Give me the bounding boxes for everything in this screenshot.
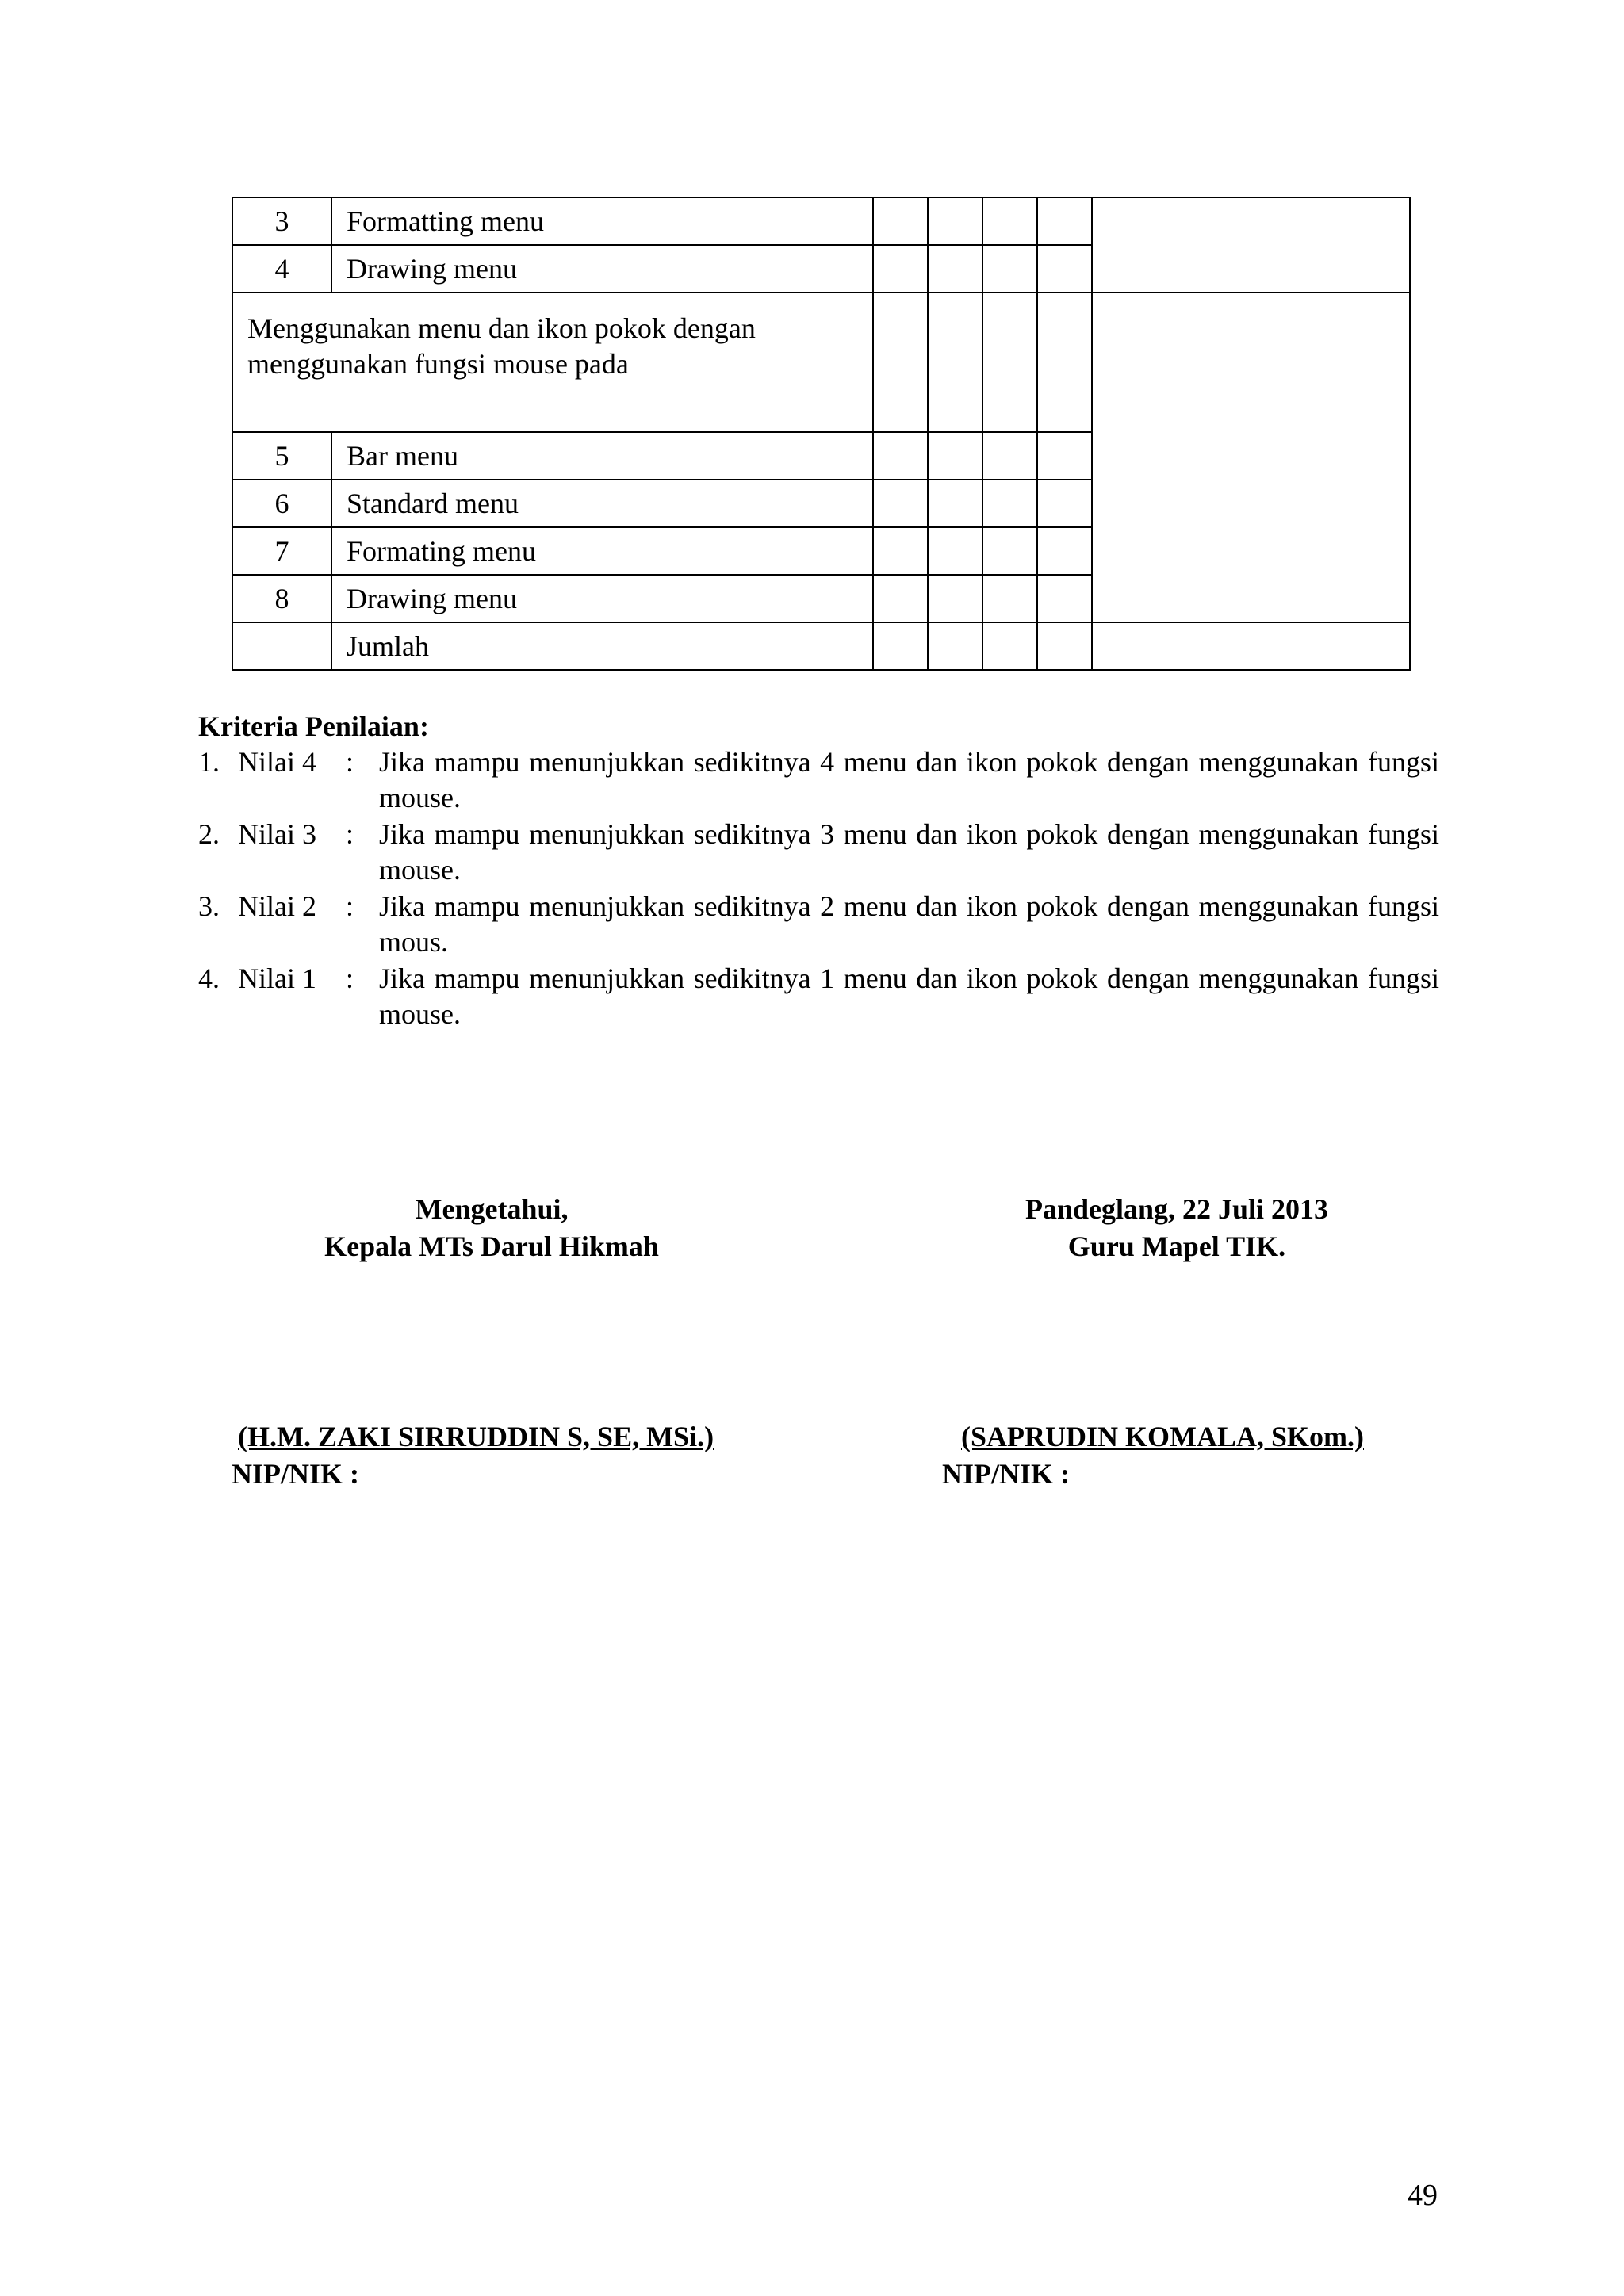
remarks-cell: [1092, 197, 1410, 293]
score-cell: [1037, 245, 1092, 293]
criteria-description: Jika mampu menunjukkan sedikitnya 1 menu dan ikon pokok dengan menggunakan fungsi mouse.: [379, 962, 1439, 1030]
criteria-separator: :: [346, 890, 354, 922]
score-cell: [873, 432, 928, 480]
score-cell: [1037, 432, 1092, 480]
criteria-number: 1.: [198, 746, 220, 778]
table-total-row: [232, 622, 1410, 670]
remarks-cell: [1092, 293, 1410, 622]
criteria-separator: :: [346, 746, 354, 778]
score-cell: [873, 480, 928, 527]
criteria-number: 2.: [198, 818, 220, 850]
score-cell: [1037, 197, 1092, 245]
remarks-cell: [1092, 622, 1410, 670]
score-cell: [982, 622, 1037, 670]
acknowledgement-label: Mengetahui,: [415, 1193, 569, 1225]
row-number: 4: [232, 245, 331, 293]
score-cell: [928, 245, 982, 293]
score-cell: [873, 622, 928, 670]
row-label: Formating menu: [331, 527, 873, 575]
score-cell: [982, 245, 1037, 293]
criteria-title: Kriteria Penilaian:: [198, 710, 429, 742]
row-number: 5: [232, 432, 331, 480]
criteria-item: [198, 817, 1439, 889]
assessment-table: [232, 197, 1411, 671]
criteria-grade: Nilai 4: [238, 746, 316, 778]
criteria-description: Jika mampu menunjukkan sedikitnya 3 menu dan ikon pokok dengan menggunakan fungsi mouse.: [379, 818, 1439, 886]
score-cell: [1037, 575, 1092, 622]
score-cell: [928, 575, 982, 622]
score-cell: [1037, 480, 1092, 527]
criteria-grade: Nilai 1: [238, 962, 316, 994]
score-cell: [928, 197, 982, 245]
total-label: Jumlah: [331, 622, 873, 670]
score-cell: [982, 197, 1037, 245]
score-cell: [873, 293, 928, 432]
table-row: [232, 197, 1410, 245]
criteria-separator: :: [346, 818, 354, 850]
page-number: 49: [1408, 2179, 1438, 2212]
score-cell: [982, 480, 1037, 527]
score-cell: [928, 480, 982, 527]
row-label: Bar menu: [331, 432, 873, 480]
row-number: 3: [232, 197, 331, 245]
criteria-item: [198, 744, 1439, 817]
row-number: [232, 622, 331, 670]
row-number: 8: [232, 575, 331, 622]
criteria-grade: Nilai 2: [238, 890, 316, 922]
principal-title: Kepala MTs Darul Hikmah: [324, 1230, 659, 1262]
teacher-title: Guru Mapel TIK.: [1067, 1230, 1286, 1262]
principal-name: (H.M. ZAKI SIRRUDDIN S, SE, MSi.): [238, 1421, 714, 1452]
row-number: 7: [232, 527, 331, 575]
score-cell: [982, 527, 1037, 575]
criteria-section: [198, 709, 1439, 1033]
teacher-name: (SAPRUDIN KOMALA, SKom.): [961, 1421, 1364, 1452]
score-cell: [1037, 527, 1092, 575]
score-cell: [1037, 293, 1092, 432]
score-cell: [982, 575, 1037, 622]
score-cell: [1037, 622, 1092, 670]
row-label: Drawing menu: [331, 245, 873, 293]
row-label: Formatting menu: [331, 197, 873, 245]
score-cell: [982, 293, 1037, 432]
teacher-nip: NIP/NIK :: [942, 1458, 1070, 1490]
criteria-description: Jika mampu menunjukkan sedikitnya 2 menu dan ikon pokok dengan menggunakan fungsi mous.: [379, 890, 1439, 958]
score-cell: [928, 293, 982, 432]
score-cell: [982, 432, 1037, 480]
criteria-grade: Nilai 3: [238, 818, 316, 850]
criteria-item: [198, 889, 1439, 961]
score-cell: [928, 527, 982, 575]
score-cell: [873, 197, 928, 245]
place-date: Pandeglang, 22 Juli 2013: [1025, 1193, 1329, 1225]
row-label: Drawing menu: [331, 575, 873, 622]
score-cell: [873, 575, 928, 622]
row-label: Standard menu: [331, 480, 873, 527]
table-section-row: [232, 293, 1410, 432]
section-label: Menggunakan menu dan ikon pokok dengan menggunakan fungsi mouse pada: [232, 293, 873, 432]
criteria-number: 3.: [198, 890, 220, 922]
criteria-item: [198, 961, 1439, 1033]
score-cell: [873, 527, 928, 575]
row-number: 6: [232, 480, 331, 527]
criteria-separator: :: [346, 962, 354, 994]
score-cell: [928, 622, 982, 670]
criteria-number: 4.: [198, 962, 220, 994]
principal-nip: NIP/NIK :: [232, 1458, 359, 1490]
score-cell: [873, 245, 928, 293]
score-cell: [928, 432, 982, 480]
criteria-description: Jika mampu menunjukkan sedikitnya 4 menu dan ikon pokok dengan menggunakan fungsi mouse.: [379, 746, 1439, 813]
